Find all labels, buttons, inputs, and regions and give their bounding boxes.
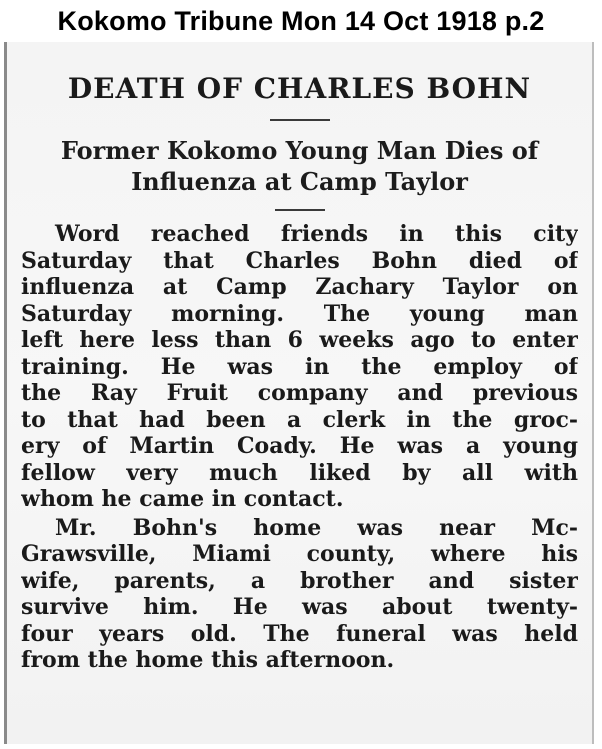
paragraph-line: the Ray Fruit company and previous xyxy=(21,380,578,406)
paragraph-line: left here less than 6 weeks ago to enter xyxy=(21,327,578,353)
paragraph-line: to that had been a clerk in the groc- xyxy=(21,406,578,433)
subhead-rule xyxy=(275,209,325,211)
article-subhead xyxy=(21,135,578,197)
paragraph-line: Grawsville, Miami county, where his xyxy=(21,541,578,567)
paragraph-line: Mr. Bohn's home was near Mc- xyxy=(55,514,578,541)
article-paragraph-1 xyxy=(21,221,578,513)
paragraph-line: survive him. He was about twenty- xyxy=(21,594,578,620)
paragraph-line: influenza at Camp Zachary Taylor on xyxy=(21,274,578,300)
paragraph-line: wife, parents, a brother and sister xyxy=(21,567,578,594)
paragraph-line: Word reached friends in this city xyxy=(55,221,578,247)
paragraph-line: four years old. The funeral was held xyxy=(21,620,578,647)
article-paragraph-2 xyxy=(21,515,578,674)
paragraph-line: ery of Martin Coady. He was a young xyxy=(21,433,578,459)
paragraph-line: fellow very much liked by all with xyxy=(21,459,578,486)
headline-rule xyxy=(270,119,330,121)
paragraph-line: training. He was in the employ of xyxy=(21,353,578,380)
clipping-content xyxy=(7,42,592,744)
article-headline: DEATH OF CHARLES BOHN xyxy=(67,72,532,105)
paragraph-line: from the home this afternoon. xyxy=(21,647,395,673)
subhead-line: Former Kokomo Young Man Dies of xyxy=(60,136,539,165)
paragraph-line: Saturday morning. The young man xyxy=(21,300,578,327)
paragraph-line: whom he came in contact. xyxy=(21,486,344,512)
newspaper-clipping xyxy=(4,42,594,744)
paragraph-line: Saturday that Charles Bohn died of xyxy=(21,247,578,274)
subhead-line: Influenza at Camp Taylor xyxy=(131,167,468,196)
clipping-caption: Kokomo Tribune Mon 14 Oct 1918 p.2 xyxy=(57,6,545,36)
